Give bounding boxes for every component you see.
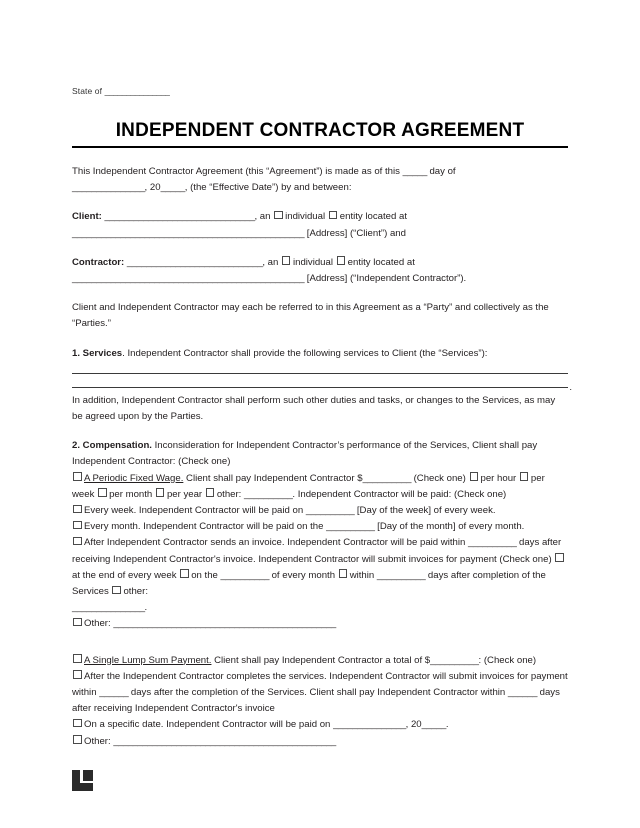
lump-sum-title: A Single Lump Sum Payment. (84, 654, 212, 666)
every-month-text-b: [Day of the month] of every month. (374, 521, 525, 533)
logo-inner-square-shape (83, 770, 94, 781)
compensation-number: 2. (72, 440, 83, 452)
every-week-blank[interactable]: __________ (305, 505, 355, 517)
per-other-checkbox[interactable] (206, 488, 215, 497)
after-complete-blank-2[interactable]: ______ (507, 687, 537, 699)
specific-date-checkbox[interactable] (73, 719, 82, 728)
periodic-wage-tail: . Independent Contractor will be paid: (Check one) (292, 488, 507, 500)
client-individual-checkbox[interactable] (274, 211, 283, 220)
per-week-label: per week (72, 472, 545, 500)
lump-sum-checkbox[interactable] (73, 654, 82, 663)
intro-line1-a: This Independent Contractor Agreement (this “Agreement”) is made as of this (72, 166, 403, 177)
lump-other-label: Other: (84, 735, 114, 747)
invoice-other-label: other: (123, 586, 148, 598)
per-month-label: per month (109, 488, 155, 500)
on-the-day-label: on the (191, 569, 221, 581)
contractor-address-tail: [Address] (“Independent Contractor”). (306, 273, 467, 285)
lump-sum-amount-blank[interactable]: __________ (430, 654, 479, 666)
title-underline-rule (72, 146, 568, 148)
legal-templates-logo-icon (72, 770, 93, 791)
periodic-wage-amount-blank[interactable]: __________ (362, 472, 411, 484)
lump-other-blank[interactable]: ______________________________________________ (113, 735, 336, 747)
lump-other-item (72, 734, 568, 750)
intro-line1-b: day of (426, 166, 456, 177)
contractor-label: Contractor: (72, 256, 125, 268)
after-complete-blank-1[interactable]: ______ (99, 687, 129, 699)
services-period: . (569, 381, 572, 393)
per-hour-checkbox[interactable] (470, 472, 479, 481)
contractor-paragraph (72, 255, 568, 287)
specific-date-year-blank[interactable]: _____ (421, 719, 446, 731)
services-number: 1. (72, 347, 83, 359)
after-complete-text-b: days after the completion of the Services. Client shall pay Independent Contractor within (128, 687, 508, 699)
on-the-day-tail: of every month (268, 569, 338, 581)
services-followup-paragraph: In addition, Independent Contractor shall perform such other duties and tasks, or changes to the Services, as may be agreed upon by the Parties. (72, 394, 556, 423)
lump-sum-line-a: Client shall pay Independent Contractor a total of $ (211, 654, 431, 666)
client-individual-label: individual (285, 211, 326, 223)
per-year-checkbox[interactable] (156, 488, 165, 497)
every-week-text-b: [Day of the week] of every week. (354, 505, 496, 517)
after-invoice-text-b: days after receiving Independent Contractor's invoice. Independent Contractor will submit invoices for payment (Check one) (72, 537, 562, 565)
periodic-other-blank[interactable]: ______________________________________________ (113, 618, 336, 630)
state-of-label: State of (72, 86, 105, 96)
contractor-address-blank[interactable]: ________________________________________________ (72, 273, 305, 285)
periodic-wage-check-one: (Check one) (410, 472, 469, 484)
page-title: INDEPENDENT CONTRACTOR AGREEMENT (115, 120, 525, 141)
state-of-line (72, 86, 568, 96)
lump-specific-date-item (72, 717, 568, 733)
specific-date-text-b: , 20 (405, 719, 422, 731)
services-heading: Services (82, 347, 123, 359)
client-entity-label: entity located at (339, 211, 407, 223)
per-month-checkbox[interactable] (98, 488, 107, 497)
contractor-individual-label: individual (292, 256, 333, 268)
contractor-entity-label: entity located at (347, 256, 415, 268)
option-lump-sum-paragraph (72, 653, 568, 669)
after-complete-checkbox[interactable] (73, 670, 82, 679)
client-address-tail: [Address] (“Client”) and (306, 227, 406, 239)
per-week-checkbox[interactable] (520, 472, 529, 481)
compensation-heading: Compensation. (82, 440, 152, 452)
document-body (72, 86, 572, 750)
specific-date-text-a: On a specific date. Independent Contractor will be paid on (84, 719, 334, 731)
every-week-text-a: Every week. Independent Contractor will be paid on (84, 505, 306, 517)
after-invoice-text-a: After Independent Contractor sends an invoice. Independent Contractor will be paid within (84, 537, 468, 549)
client-entity-checkbox[interactable] (329, 211, 338, 220)
per-year-label: per year (166, 488, 205, 500)
within-days-blank[interactable]: __________ (376, 569, 426, 581)
periodic-other-label: Other: (84, 618, 114, 630)
intro-month-blank[interactable]: _______________ (72, 182, 145, 194)
periodic-other-checkbox[interactable] (73, 618, 82, 627)
per-hour-label: per hour (480, 472, 519, 484)
periodic-wage-title: A Periodic Fixed Wage. (84, 472, 184, 484)
client-address-blank[interactable]: ________________________________________________ (72, 227, 305, 239)
lump-other-checkbox[interactable] (73, 735, 82, 744)
periodic-wage-line-a: Client shall pay Independent Contractor $ (183, 472, 363, 484)
every-month-checkbox[interactable] (73, 521, 82, 530)
within-days-tail: days after completion of the Services (72, 569, 546, 598)
on-the-day-blank[interactable]: __________ (220, 569, 269, 581)
state-of-blank[interactable]: _______________ (104, 86, 170, 96)
after-invoice-checkbox[interactable] (73, 537, 82, 546)
every-month-text-a: Every month. Independent Contractor will be paid on the (84, 521, 327, 533)
specific-date-text-c: . (445, 719, 449, 731)
client-paragraph (72, 209, 568, 241)
after-complete-text-c: days after receiving Independent Contractor's invoice (72, 687, 560, 715)
periodic-every-week-item (72, 503, 568, 519)
lump-after-complete-item (72, 669, 568, 718)
per-other-label: other: (216, 488, 245, 500)
compensation-heading-paragraph (72, 438, 568, 470)
after-invoice-days-blank[interactable]: __________ (467, 537, 517, 549)
services-text: . Independent Contractor shall provide the following services to Client (the “Services”): (122, 347, 488, 359)
periodic-after-invoice-item (72, 535, 568, 616)
every-week-checkbox[interactable] (73, 505, 82, 514)
end-of-week-checkbox[interactable] (555, 553, 564, 562)
contractor-name-blank[interactable]: ____________________________ (126, 256, 263, 268)
intro-line2-b: , (the “Effective Date”) by and between: (184, 182, 352, 194)
after-complete-text-a: After the Independent Contractor completes the services. Independent Contractor will submit invoices for payment within (72, 670, 568, 699)
on-the-day-checkbox[interactable] (180, 569, 189, 578)
intro-line2-a: , 20 (144, 182, 161, 194)
periodic-wage-checkbox[interactable] (73, 472, 82, 481)
periodic-other-item (72, 616, 568, 632)
invoice-other-blank[interactable]: _______________ (72, 602, 145, 614)
intro-paragraph (72, 164, 568, 196)
within-days-label: within (349, 569, 377, 581)
intro-year-blank[interactable]: _____ (160, 182, 185, 194)
contractor-entity-checkbox[interactable] (337, 256, 346, 265)
client-name-blank[interactable]: _______________________________ (104, 211, 255, 223)
contractor-comma-an: , an (262, 256, 281, 268)
compensation-text: Inconsideration for Independent Contractor’s performance of the Services, Client shall pay Independent Contractor: (Check one) (72, 440, 538, 468)
lump-sum-tail: : (Check one) (478, 654, 537, 666)
specific-date-blank[interactable]: _______________ (333, 719, 406, 731)
services-blank-line-2-wrap (72, 381, 572, 393)
client-comma-an: , an (254, 211, 274, 223)
parties-paragraph: Client and Independent Contractor may each be referred to in this Agreement as a “Party” and collectively as the “Parties.” (72, 302, 549, 330)
every-month-blank[interactable]: __________ (326, 521, 375, 533)
invoice-other-checkbox[interactable] (112, 586, 121, 595)
invoice-other-period: . (144, 602, 148, 614)
contractor-individual-checkbox[interactable] (282, 256, 291, 265)
end-of-week-label: at the end of every week (72, 569, 180, 581)
services-blank-line-2[interactable] (72, 387, 568, 388)
intro-day-blank[interactable]: _____ (402, 166, 427, 177)
services-blank-line-1[interactable] (72, 373, 568, 374)
periodic-every-month-item (72, 519, 568, 535)
option-periodic-wage-paragraph (72, 471, 568, 503)
client-label: Client: (72, 211, 102, 223)
per-other-blank[interactable]: __________ (244, 488, 293, 500)
services-heading-paragraph (72, 346, 568, 362)
within-days-checkbox[interactable] (339, 569, 348, 578)
